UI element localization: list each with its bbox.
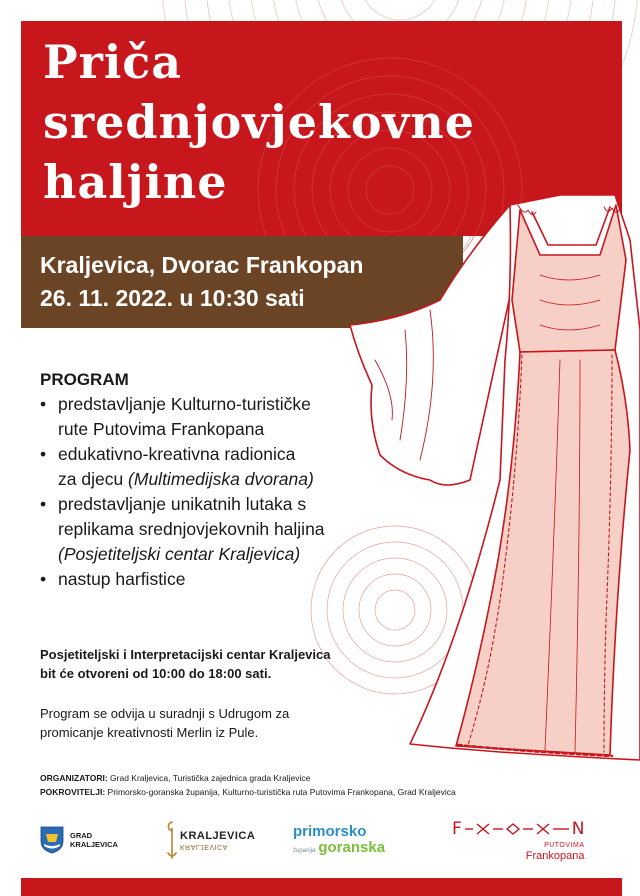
pg-zupanija: županija — [293, 848, 316, 854]
list-item — [40, 567, 380, 592]
title-line-2: srednjovjekovne — [43, 95, 475, 149]
patrons-text: Primorsko-goranska županija, Kulturno-turistička ruta Putovima Frankopana, Grad Kraljevica — [105, 787, 456, 797]
opening-hours-note — [40, 645, 330, 683]
patrons-row — [40, 785, 456, 799]
pf-first-letter: F — [452, 819, 462, 839]
anchor-icon — [166, 820, 178, 860]
primorsko-goranska-logo — [293, 824, 385, 856]
pf-last-letter: N — [571, 819, 585, 839]
title-line-3: haljine — [43, 155, 228, 209]
coop-line-1: Program se odvija u suradnji s Udrugom za — [40, 706, 290, 721]
sponsor-logos — [40, 816, 600, 866]
tz-kraljevica-reflection: KRALJEVICA — [180, 843, 228, 850]
organizers-row — [40, 771, 456, 785]
program-item-2-line-1: • edukativno-kreativna radionica — [58, 444, 296, 464]
grad-kraljevica-logo — [40, 826, 118, 854]
organizers-label: ORGANIZATORI: — [40, 773, 108, 783]
pg-row — [293, 840, 385, 856]
program-item-3-line-2: replikama srednjovjekovnih haljina — [58, 519, 325, 539]
tz-kraljevica-logo — [166, 820, 255, 860]
cooperation-note — [40, 704, 289, 742]
list-item — [40, 392, 380, 442]
frankopan-knot-icon — [463, 821, 571, 837]
tz-kraljevica-text — [180, 830, 255, 850]
program-item-1-line-1: • predstavljanje Kulturno-turističke — [58, 394, 311, 414]
program-heading: PROGRAM — [40, 370, 129, 389]
program-item-3-location: (Posjetiteljski centar Kraljevica) — [58, 544, 301, 564]
grad-logo-line-2: KRALJEVICA — [70, 840, 118, 849]
coat-of-arms-icon — [40, 826, 64, 854]
grad-logo-line-1: GRAD — [70, 831, 93, 840]
credits — [40, 771, 456, 799]
tz-kraljevica-name: KRALJEVICA — [180, 830, 256, 842]
list-item — [40, 442, 380, 492]
coop-line-2: promicanje kreativnosti Merlin iz Pule. — [40, 725, 259, 740]
program-item-1-line-2: rute Putovima Frankopana — [58, 419, 265, 439]
bottom-bar — [21, 878, 622, 896]
pf-wordmark — [452, 818, 585, 840]
venue-place: Kraljevica, Dvorac Frankopan — [40, 252, 364, 278]
program-item-2-text: za djecu — [58, 469, 129, 489]
pg-primorsko: primorsko — [293, 823, 367, 840]
centers-line-1: Posjetiteljski i Interpretacijski centar Kraljevica — [40, 647, 331, 662]
centers-line-2: bit će otvoreni od 10:00 do 18:00 sati. — [40, 666, 272, 681]
title-line-1: Priča — [43, 35, 183, 89]
pf-putovima: PUTOVIMA — [544, 842, 585, 849]
list-item — [40, 492, 380, 567]
venue-datetime: 26. 11. 2022. u 10:30 sati — [40, 285, 305, 311]
pf-frankopana: Frankopana — [525, 850, 585, 862]
program-item-2-line-2 — [58, 467, 380, 492]
program-section — [40, 368, 380, 592]
grad-logo-text — [70, 831, 118, 849]
program-list — [40, 392, 380, 592]
putovima-frankopana-logo — [452, 818, 585, 862]
program-item-2-location: (Multimedijska dvorana) — [128, 469, 314, 489]
program-item-4-line-1: • nastup harfistice — [58, 569, 186, 589]
program-item-3-line-1: • predstavljanje unikatnih lutaka s — [58, 494, 307, 514]
pg-goranska: goranska — [318, 839, 386, 856]
organizers-text: Grad Kraljevica, Turistička zajednica grada Kraljevice — [107, 773, 311, 783]
patrons-label: POKROVITELJI: — [40, 787, 106, 797]
pf-subtitle — [452, 840, 585, 862]
